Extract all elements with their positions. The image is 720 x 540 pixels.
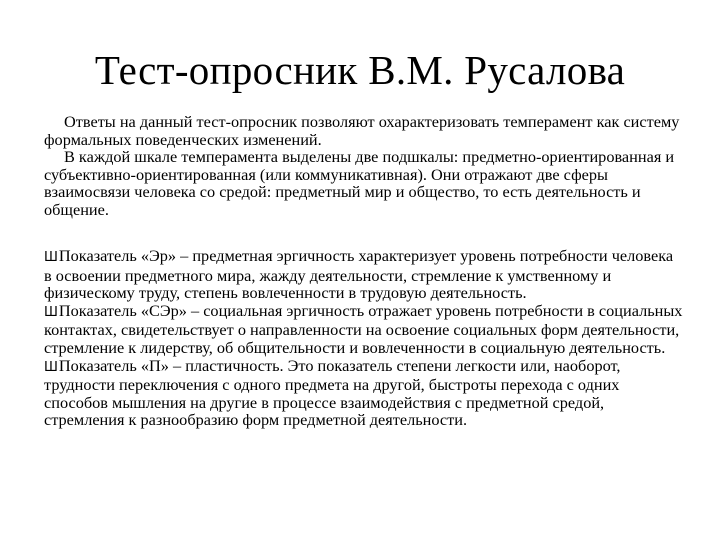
list-item — [44, 247, 684, 302]
bullet-icon: Ш — [44, 250, 58, 265]
indicator-list — [44, 247, 684, 429]
list-item — [44, 302, 684, 357]
intro-paragraph: Ответы на данный тест-опросник позволяют охарактеризовать темперамент как систему формальных поведенческих изменений. — [44, 112, 680, 149]
bullet-icon: Ш — [44, 304, 58, 320]
intro-paragraph: В каждой шкале темперамента выделены две подшкалы: предметно-ориентированная и субъективно-ориентированная (или коммуникативная). Они отражают две сферы взаимосвязи человека со средой: предметный мир и общество, то есть деятельность и общение. — [44, 147, 675, 219]
list-item — [44, 357, 684, 429]
list-item-text: Показатель «П» – пластичность. Это показатель степени легкости или, наоборот, трудности переключения с одного предмета на другой, быстроты перехода с одних способов мышления на другие в процессе взаимодействия с предметной средой, стремления к разнообразию форм предметной деятельности. — [44, 355, 621, 430]
slide-title: Тест-опросник В.М. Русалова — [94, 47, 626, 93]
bullet-icon: Ш — [44, 359, 58, 375]
list-item-text: Показатель «Эр» – предметная эргичность характеризует уровень потребности человека в освоении предметного мира, жажду деятельности, стремление к умственному и физическому труду, степень вовлеченности в трудовую деятельность. — [44, 246, 674, 303]
intro-text — [44, 113, 684, 219]
list-item-text: Показатель «СЭр» – социальная эргичность отражает уровень потребности в социальных контактах, свидетельствует о направленности на освоение социальных форм деятельности, стремление к лидерству, об общительности и вовлеченности в социальную деятельность. — [44, 300, 683, 357]
